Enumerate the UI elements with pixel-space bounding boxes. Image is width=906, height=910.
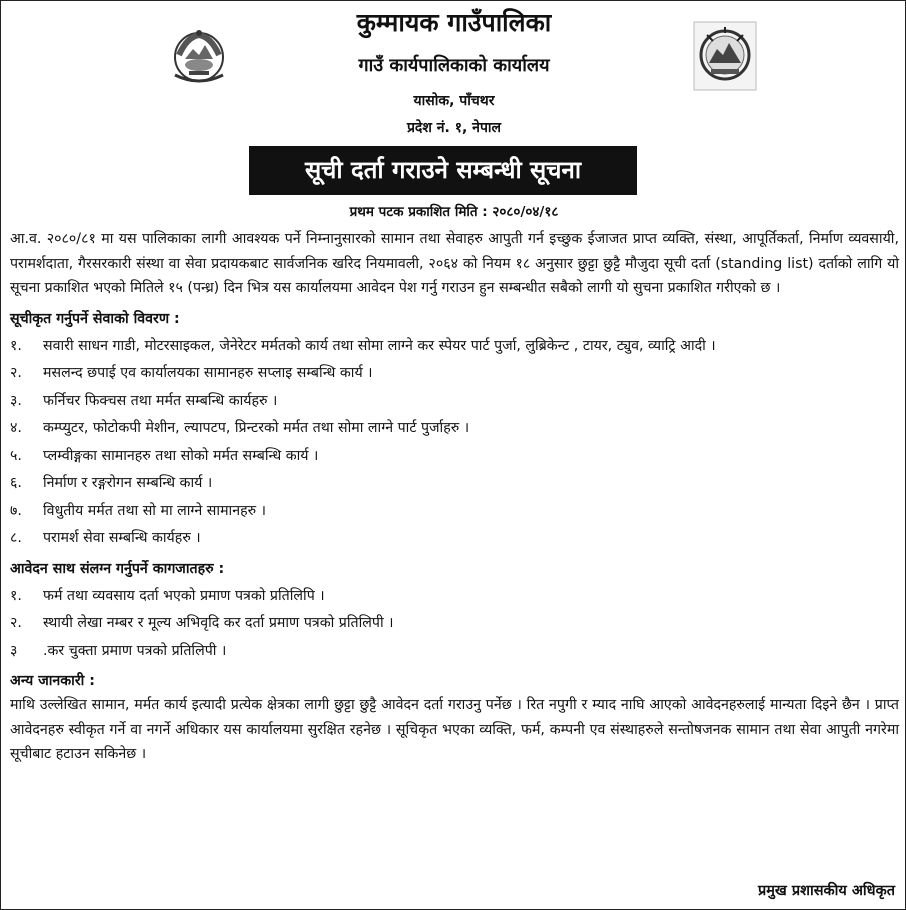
- item-text: निर्माण र रङ्गरोगन सम्बन्धि कार्य ।: [43, 475, 213, 491]
- list-item: [10, 334, 899, 359]
- item-number: २.: [10, 365, 22, 381]
- publication-date: प्रथम पटक प्रकाशित मिति : २०८०/०४/१८: [349, 204, 559, 220]
- item-text: प्लम्वीङ्गका सामानहरु तथा सोको मर्मत सम्बन्धि कार्य ।: [43, 447, 319, 464]
- address-line-2: प्रदेश नं. १, नेपाल: [406, 120, 502, 136]
- item-text: कम्प्युटर, फोटोकपी मेशीन, ल्यापटप, प्रिन्टरको मर्मत तथा सोमा लाग्ने पार्ट पुर्जाहरु ।: [43, 420, 470, 436]
- item-number: ७.: [10, 502, 22, 519]
- item-number: ६.: [10, 475, 22, 491]
- item-text: विधुतीय मर्मत तथा सो मा लाग्ने सामानहरु ।: [43, 502, 267, 519]
- list-item: [10, 416, 899, 441]
- municipality-title: कुम्मायक गाउँपालिका: [356, 8, 552, 37]
- office-name: गाउँ कार्यपालिकाको कार्यालय: [358, 55, 550, 76]
- item-text: फर्म तथा व्यवसाय दर्ता भएको प्रमाण पत्रको प्रतिलिपि ।: [43, 587, 325, 604]
- documents-list: [10, 584, 899, 664]
- signature-title: प्रमुख प्रशासकीय अधिकृत: [758, 883, 895, 899]
- list-item: [10, 361, 899, 386]
- item-number: १.: [10, 587, 22, 604]
- services-list: [10, 334, 899, 551]
- list-item: [10, 499, 899, 524]
- list-item: [10, 389, 899, 414]
- other-info-paragraph: माथि उल्लेखित सामान, मर्मत कार्य इत्यादी प्रत्येक क्षेत्रका लागी छुट्टा छुट्टै आवेदन दर्ता गराउनु पर्नेछ । रित नपुगी र म्याद नाघि आएको आवेदनहरुलाई मान्यता दिइने छैन । प्राप्त आवेदनहरु स्वीकृत गर्ने वा नगर्ने अधिकार यस कार्यालयमा सुरक्षित रहनेछ । सूचिकृत भएका व्यक्ति, फर्म, कम्पनी एव संस्थाहरुले सन्तोषजनक सामान तथा सेवा आपुती नगरेमा सूचीबाट हटाउन सकिनेछ ।: [10, 697, 899, 762]
- item-number: ४.: [10, 420, 22, 436]
- list-item: [10, 526, 899, 551]
- item-text: सवारी साधन गाडी, मोटरसाइकल, जेनेरेटर मर्मतको कार्य तथा सोमा लाग्ने कर स्पेयर पार्ट पुर्जा, लुब्रिकेन्ट , टायर, ट्युव, व्याट्रि आदी ।: [43, 337, 716, 354]
- other-info-heading: अन्य जानकारी :: [10, 673, 95, 689]
- item-number: ५.: [10, 447, 22, 464]
- item-text: परामर्श सेवा सम्बन्धि कार्यहरु ।: [43, 530, 201, 546]
- item-number: ३: [10, 642, 18, 659]
- notice-title-banner: सूची दर्ता गराउने सम्बन्धी सूचना: [249, 146, 637, 195]
- item-text: .कर चुक्ता प्रमाण पत्रको प्रतिलिपी ।: [43, 642, 227, 659]
- list-item: [10, 584, 899, 609]
- list-item: [10, 444, 899, 469]
- intro-paragraph: आ.व. २०८०/८१ मा यस पालिकाका लागी आवश्यक पर्ने निम्नानुसारको सामान तथा सेवाहरु आपुती गर्न इच्छुक ईजाजत प्राप्त व्यक्ति, संस्था, आपूर्तिकर्ता, निर्माण व्यवसायी, परामर्शदाता, गैरसरकारी संस्था वा सेवा प्रदायकबाट सार्वजनिक खरिद नियमावली, २०६४ को नियम १८ अनुसार छुट्टा छुट्टै मौजुदा सूची दर्ता (standing list) दर्ताको लागि यो सूचना प्रकाशित भएको मितिले १५ (पन्ध्र) दिन भित्र यस कार्यालयमा आवेदन पेश गर्नु गराउन हुन सम्बन्धीत सबैको लागी यो सुचना प्रकाशित गरीएको छ ।: [10, 231, 899, 296]
- item-number: २.: [10, 615, 22, 631]
- list-item: [10, 611, 899, 636]
- item-text: स्थायी लेखा नम्बर र मूल्य अभिवृदि कर दर्ता प्रमाण पत्रको प्रतिलिपी ।: [43, 615, 394, 631]
- list-item: [10, 639, 899, 664]
- address-line-1: यासोक, पाँचथर: [413, 93, 495, 109]
- services-heading: सूचीकृत गर्नुपर्ने सेवाको विवरण :: [10, 310, 180, 327]
- documents-heading: आवेदन साथ संलग्न गर्नुपर्ने कागजातहरु :: [10, 560, 225, 577]
- notice-body: [10, 227, 899, 767]
- item-number: ८.: [10, 530, 22, 546]
- item-text: मसलन्द छपाई एव कार्यालयका सामानहरु सप्लाइ सम्बन्धि कार्य ।: [43, 365, 373, 381]
- item-number: ३.: [10, 392, 22, 409]
- item-text: फर्निचर फिक्चस तथा मर्मत सम्बन्धि कार्यहरु ।: [43, 392, 278, 409]
- item-number: १.: [10, 337, 22, 354]
- list-item: [10, 471, 899, 496]
